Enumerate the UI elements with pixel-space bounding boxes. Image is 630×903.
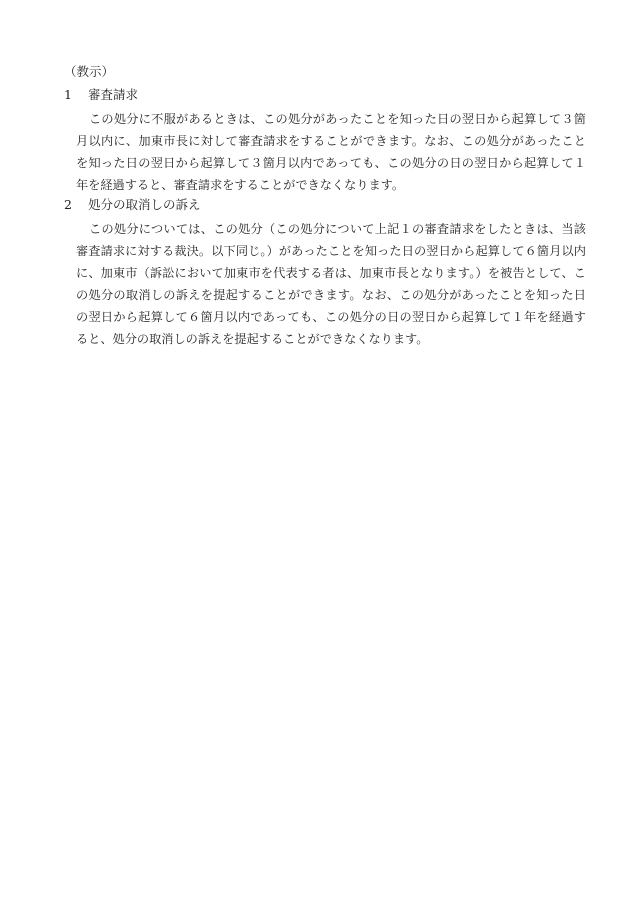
- section-1-body: この処分に不服があるときは、この処分があったことを知った日の翌日から起算して３箇月以内に、加東市長に対して審査請求をすることができます。なお、この処分があったことを知った日の翌日から起算して３箇月以内であっても、この処分の日の翌日から起算して１年を経過すると、審査請求をすることができなくなります。: [76, 112, 586, 192]
- section-1-title-text: 審査請求: [88, 87, 139, 102]
- notice-heading: （教示）: [64, 64, 115, 79]
- section-1-title: [64, 85, 138, 105]
- section-2-title-text: 処分の取消しの訴え: [88, 197, 201, 212]
- section-2-number: 2: [64, 197, 72, 212]
- section-1-number: 1: [64, 87, 72, 102]
- section-2-body: この処分については、この処分（この処分について上記１の審査請求をしたときは、当該審査請求に対する裁決。以下同じ。）があったことを知った日の翌日から起算して６箇月以内に、加東市（訴訟において加東市を代表する者は、加東市長となります。）を被告として、この処分の取消しの訴えを提起することができます。なお、この処分があったことを知った日の翌日から起算して６箇月以内であっても、この処分の日の翌日から起算して１年を経過すると、処分の取消しの訴えを提起することができなくなります。: [76, 222, 586, 346]
- section-2-title: [64, 195, 201, 215]
